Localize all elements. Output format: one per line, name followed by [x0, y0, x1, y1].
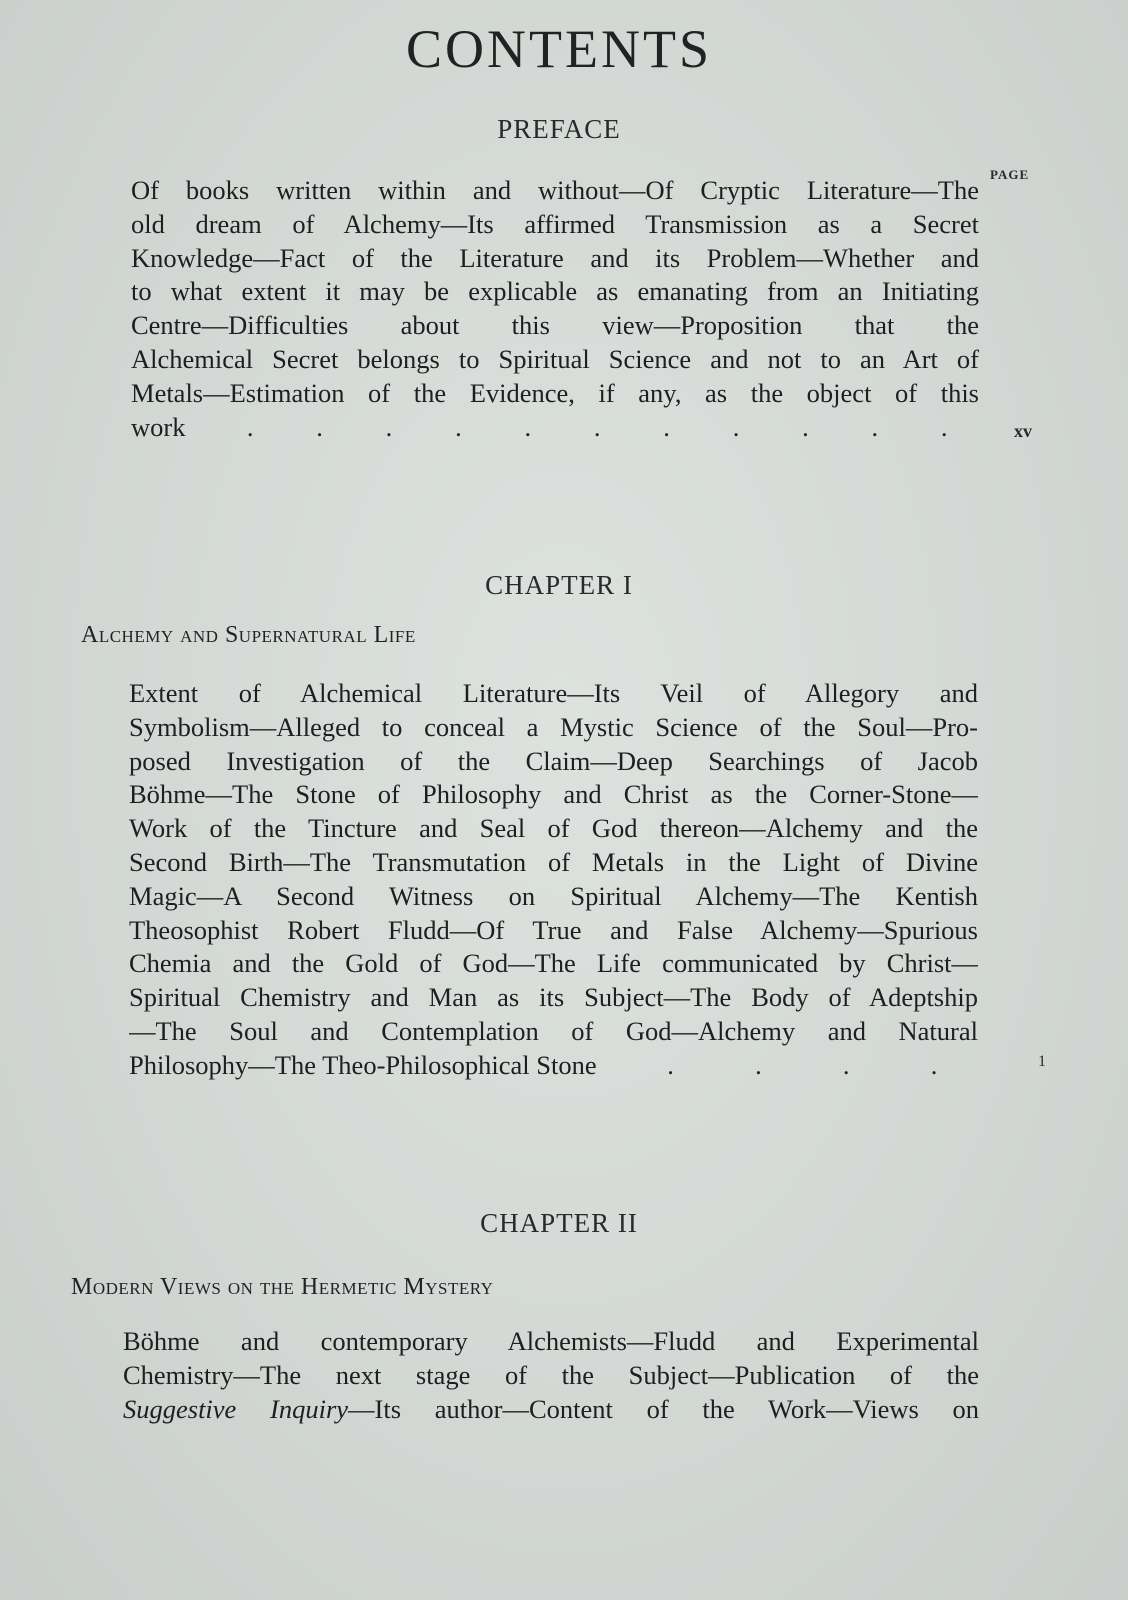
- chapter-1-title: Alchemy and Supernatural Life: [81, 622, 416, 648]
- preface-last-line: work: [131, 411, 186, 442]
- page-column-label: PAGE: [990, 167, 1030, 182]
- preface-line: Of books written within and without—Of Cryptic Literature—The: [131, 175, 979, 205]
- preface-line: old dream of Alchemy—Its affirmed Transmission as a Secret: [131, 208, 979, 239]
- preface-summary: [131, 174, 979, 444]
- chapter-1-line: Symbolism—Alleged to conceal a Mystic Science of the Soul—Pro-: [129, 711, 978, 742]
- preface-leader-line: [131, 411, 979, 445]
- chapter-2-title: Modern Views on the Hermetic Mystery: [71, 1274, 494, 1300]
- chapter-2-line: Chemistry—The next stage of the Subject—Publication of the: [123, 1359, 979, 1390]
- preface-line: to what extent it may be explicable as emanating from an Initiating: [131, 276, 979, 307]
- chapter-1-line: Spiritual Chemistry and Man as its Subject—The Body of Adeptship: [129, 982, 978, 1013]
- chapter-1-heading: CHAPTER I: [485, 570, 633, 600]
- chapter-1-line: Böhme—The Stone of Philosophy and Christ as the Corner-Stone—: [129, 779, 978, 810]
- chapter-1-summary: [129, 677, 978, 1083]
- dot-leader: . . . .: [667, 1049, 938, 1080]
- chapter-2-line-rest: —Its author—Content of the Work—Views on: [348, 1393, 979, 1424]
- chapter-2-line: [123, 1393, 979, 1427]
- chapter-2-line: Böhme and contemporary Alchemists—Fludd and Experimental: [123, 1326, 979, 1356]
- chapter-1-line: posed Investigation of the Claim—Deep Searchings of Jacob: [129, 745, 978, 776]
- page-title: CONTENTS: [406, 19, 712, 79]
- chapter-1-line: —The Soul and Contemplation of God—Alchemy and Natural: [129, 1015, 978, 1046]
- chapter-1-line: Chemia and the Gold of God—The Life communicated by Christ—: [129, 948, 978, 979]
- preface-line: Knowledge—Fact of the Literature and its Problem—Whether and: [131, 242, 979, 273]
- chapter-1-line: Theosophist Robert Fludd—Of True and False Alchemy—Spurious: [129, 914, 978, 945]
- preface-page-number: xv: [1014, 421, 1032, 441]
- preface-heading: PREFACE: [497, 114, 621, 144]
- chapter-1-line: Magic—A Second Witness on Spiritual Alchemy—The Kentish: [129, 880, 978, 911]
- preface-line: Centre—Difficulties about this view—Proposition that the: [131, 310, 979, 341]
- chapter-2-heading: CHAPTER II: [480, 1208, 638, 1238]
- chapter-1-line: Work of the Tincture and Seal of God thereon—Alchemy and the: [129, 813, 978, 844]
- chapter-1-page-number: 1: [1038, 1053, 1046, 1070]
- book-title-italic: Suggestive Inquiry: [123, 1393, 349, 1424]
- chapter-1-line: Extent of Alchemical Literature—Its Veil of Allegory and: [129, 678, 978, 708]
- chapter-1-last-line: Philosophy—The Theo-Philosophical Stone: [129, 1049, 597, 1080]
- chapter-1-leader-line: [129, 1049, 978, 1083]
- preface-line: Metals—Estimation of the Evidence, if any, as the object of this: [131, 377, 979, 408]
- chapter-1-line: Second Birth—The Transmutation of Metals in the Light of Divine: [129, 846, 978, 877]
- dot-leader: . . . . . . . . . . .: [246, 411, 948, 442]
- chapter-2-summary: [123, 1325, 979, 1426]
- preface-line: Alchemical Secret belongs to Spiritual Science and not to an Art of: [131, 343, 979, 374]
